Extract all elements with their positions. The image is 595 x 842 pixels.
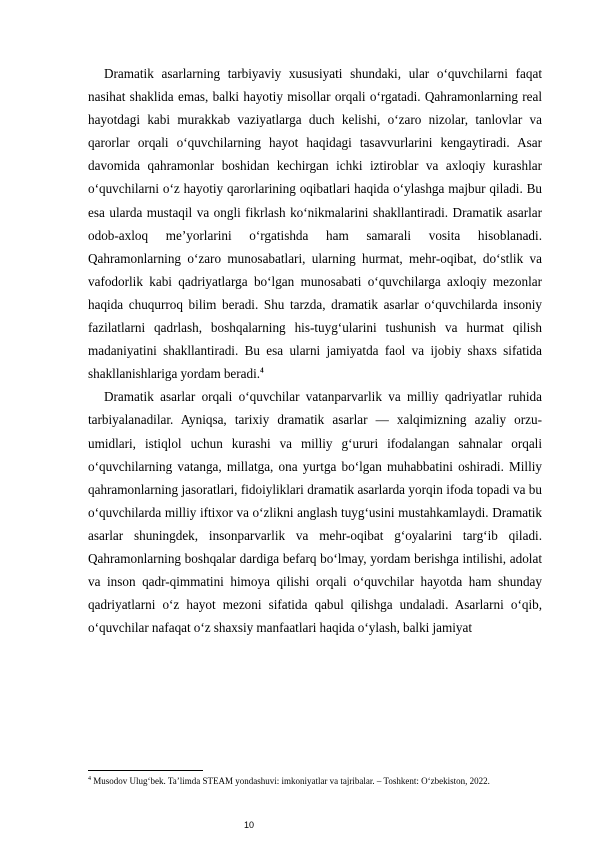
footnote	[88, 772, 528, 790]
paragraph-1	[88, 62, 542, 385]
footnote-reference[interactable]: 4	[260, 366, 264, 375]
page-number: 10	[244, 820, 255, 830]
paragraph-1-text: Dramatik asarlarning tarbiyaviy xususiyati shundaki, ular o‘quvchilarni faqat nasihat shaklida emas, balki hayotiy misollar orqali o‘rgatadi. Qahramonlarning real hayotdagi kabi murakkab vaziyatlarga duch kelishi, o‘zaro nizolar, tanlovlar va qarorlar orqali o‘quvchilarning hayot haqidagi tasavvurlarini kengaytiradi. Asar davomida qahramonlar boshidan kechirgan ichki iztiroblar va axloqiy kurashlar o‘quvchilarni o‘z hayotiy qarorlarining oqibatlari haqida o‘ylashga majbur qiladi. Bu esa ularda mustaqil va ongli fikrlash ko‘nikmalarini shakllantiradi. Dramatik asarlar odob-axloq me’yorlarini o‘rgatishda ham samarali vosita hisoblanadi. Qahramonlarning o‘zaro munosabatlari, ularning hurmat, mehr-oqibat, do‘stlik va vafodorlik kabi qadriyatlarga bo‘lgan munosabati o‘quvchilarga axloqiy mezonlar haqida chuqurroq bilim beradi. Shu tarzda, dramatik asarlar o‘quvchilarda insoniy fazilatlarni qadrlash, boshqalarning his-tuyg‘ularini tushunish va hurmat qilish madaniyatini shakllantiradi. Bu esa ularni jamiyatda faol va ijobiy shaxs sifatida shakllanishlariga yordam beradi.	[88, 66, 542, 382]
paragraph-2-text: Dramatik asarlar orqali o‘quvchilar vatanparvarlik va milliy qadriyatlar ruhida tarbiyalanadilar. Ayniqsa, tarixiy dramatik asarlar — xalqimizning azaliy orzu-umidlari, istiqlol uchun kurashi va milliy g‘ururi ifodalangan sahnalar orqali o‘quvchilarning vatanga, millatga, ona yurtga bo‘lgan muhabbatini oshiradi. Milliy qahramonlarning jasoratlari, fidoiyliklari dramatik asarlarda yorqin ifoda topadi va bu o‘quvchilarda milliy iftixor va o‘zlikni anglash tuyg‘usini mustahkamlaydi. Dramatik asarlar shuningdek, insonparvarlik va mehr-oqibat g‘oyalarini targ‘ib qiladi. Qahramonlarning boshqalar dardiga befarq bo‘lmay, yordam berishga intilishi, adolat va inson qadr-qimmatini himoya qilishi orqali o‘quvchilar hayotda ham shunday qadriyatlarni o‘z hayot mezoni sifatida qabul qilishga undaladi. Asarlarni o‘qib, o‘quvchilar nafaqat o‘z shaxsiy manfaatlari haqida o‘ylash, balki jamiyat	[88, 389, 542, 636]
page-body	[88, 62, 542, 639]
footnote-marker: 4	[88, 776, 91, 782]
footnote-separator	[88, 770, 203, 771]
paragraph-2	[88, 385, 542, 639]
footnote-text: Musodov Ulug‘bek. Ta’limda STEAM yondashuvi: imkoniyatlar va tajribalar. – Toshkent: O‘zbekiston, 2022.	[91, 776, 490, 786]
